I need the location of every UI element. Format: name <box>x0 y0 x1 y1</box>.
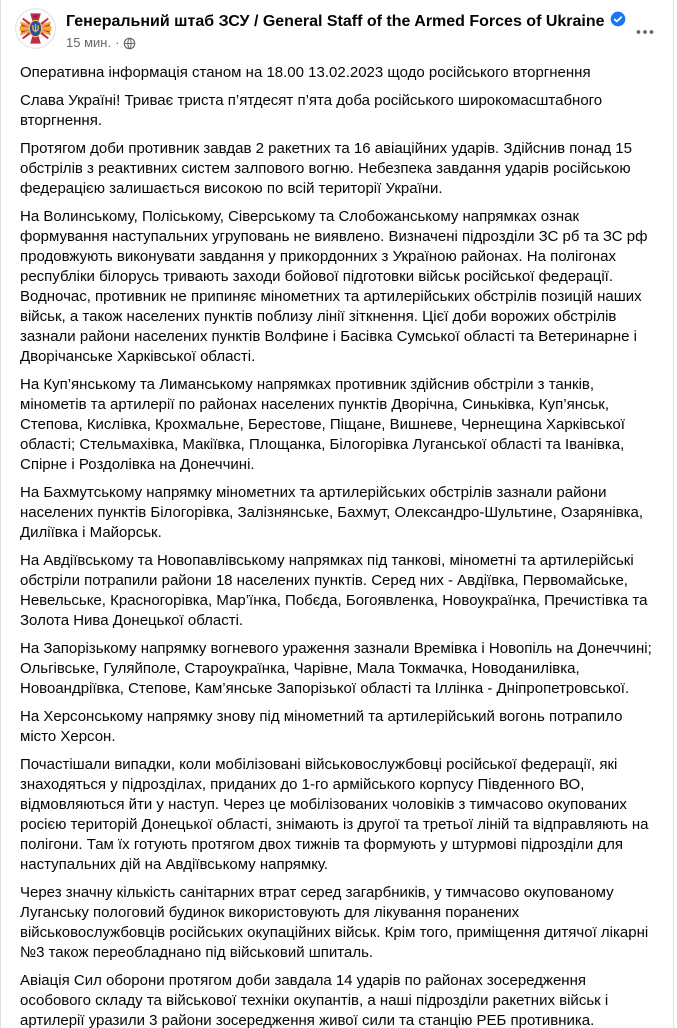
verified-badge-icon <box>610 11 626 32</box>
post-header <box>1 0 673 51</box>
post-meta-row <box>66 35 663 51</box>
post-timestamp[interactable]: 15 мин. <box>66 35 112 50</box>
general-staff-emblem-icon <box>15 8 56 49</box>
post-paragraph: На Херсонському напрямку знову під мінометний та артилерійський вогонь потрапило місто Херсон. <box>20 708 623 745</box>
post-paragraph: На Бахмутському напрямку мінометних та артилерійських обстрілів зазнали райони населених пунктів Білогорівка, Залізнянське, Бахмут, Олександро-Шультине, Озарянівка, Диліївка і Майорськ. <box>20 484 644 541</box>
post-paragraph: На Авдіївському та Новопавлівському напрямках під танкові, мінометні та артилерійські обстріли потрапили райони 18 населених пунктів. Серед них - Авдіївка, Первомайське, Невельське, Красногорівка, Мар’їнка, Побєда, Богоявленка, Новоукраїнка, Пречистівка та Золота Нива Донецької області. <box>20 552 648 629</box>
post-paragraph: Почастішали випадки, коли мобілізовані військовослужбовці російської федерації, які знаходяться у підрозділах, приданих до 1-го армійського корпусу Південного ВО, відмовляються йти у наступ. Через це мобілізованих чоловіків з тимчасово окупованих росією територій Донецької області, знімають із другої та третьої ліній та відправляють на полігони. Там їх готують протягом двох тижнів та формують у штурмові підрозділи для наступальних дій на Авдіївському напрямку. <box>20 756 649 873</box>
post-paragraph: Слава Україні! Триває триста п’ятдесят п’ята доба російського широкомасштабного вторгнення. <box>20 92 603 129</box>
ellipsis-icon <box>635 22 655 42</box>
post-paragraph: Оперативна інформація станом на 18.00 13.02.2023 щодо російського вторгнення <box>20 64 591 81</box>
meta-separator: · <box>115 35 120 50</box>
post-header-text <box>66 8 663 51</box>
page-avatar[interactable] <box>15 8 56 49</box>
post-paragraph: Через значну кількість санітарних втрат серед загарбників, у тимчасово окупованому Луганську пологовий будинок використовують для лікування поранених військовослужбовців російських окупаційних військ. Крім того, приміщення дитячої лікарні №3 також переобладнано під військовий шпиталь. <box>20 884 649 961</box>
page-name-link[interactable]: Генеральний штаб ЗСУ / General Staff of the Armed Forces of Ukraine <box>66 12 605 30</box>
post-paragraph: Протягом доби противник завдав 2 ракетних та 16 авіаційних ударів. Здійснив понад 15 обстрілів з реактивних систем залпового вогню. Небезпека завдання ударів російською федерацією залишається високою по всій території України. <box>20 140 632 197</box>
more-options-button[interactable] <box>629 16 661 48</box>
globe-icon <box>123 37 136 50</box>
post-paragraph: На Куп’янському та Лиманському напрямках противник здійснив обстріли з танків, мінометів та артилерії по районах населених пунктів Дворічна, Синьківка, Куп’янськ, Степова, Кислівка, Крохмальне, Берестове, Піщане, Вишневе, Чернещина Харківської області; Стельмахівка, Макіївка, Площанка, Білогорівка Луганської області та Іванівка, Спірне і Роздолівка на Донеччині. <box>20 376 625 473</box>
page-name-row <box>66 11 663 32</box>
post-body <box>1 51 673 1028</box>
post-paragraph: На Волинському, Поліському, Сіверському та Слобожанському напрямках ознак формування наступальних угруповань не виявлено. Визначені підрозділи ЗС рб та ЗС рф продовжують виконувати завдання у прикордонних з Україною районах. На полігонах республіки білорусь тривають заходи бойової підготовки військ російської федерації. Водночас, противник не припиняє мінометних та артилерійських обстрілів позицій наших військ, а також населених пунктів поблизу лінії зіткнення. Цієї доби ворожих обстрілів зазнали райони населених пунктів Волфине і Басівка Сумської області та Ветеринарне і Дворічанське Харківської області. <box>20 208 648 365</box>
post-paragraph: На Запорізькому напрямку вогневого ураження зазнали Времівка і Новопіль на Донеччині; Ольгівське, Гуляйполе, Староукраїнка, Чарівне, Мала Токмачка, Новоданилівка, Новоандріївка, Степове, Кам’янське Запорізької області та Іллінка - Дніпропетровської. <box>20 640 652 697</box>
post-paragraph: Авіація Сил оборони протягом доби завдала 14 ударів по районах зосередження особового складу та військової техніки окупантів, а наші підрозділи ракетних військ і артилерії уразили 3 райони зосередження живої сили та станцію РЕБ противника. <box>20 972 609 1028</box>
